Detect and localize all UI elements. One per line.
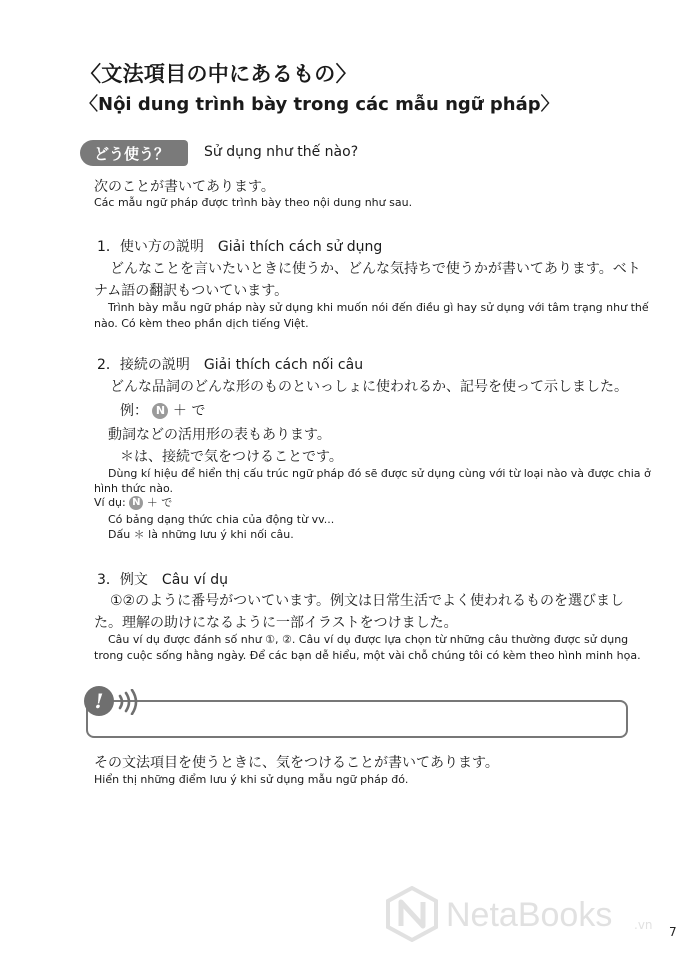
how-to-use-text: Sử dụng như thế nào? xyxy=(204,144,359,160)
page-title-vietnamese: 〈Nội dung trình bày trong các mẫu ngữ pháp〉 xyxy=(80,94,559,115)
how-to-use-badge: どう使う？ xyxy=(80,140,188,166)
section2-jp-line1: どんな品詞のどんな形のものといっしょに使われるか、記号を使って示しました。 xyxy=(110,379,628,395)
watermark-suffix: .vn xyxy=(634,918,653,932)
note-japanese: その文法項目を使うときに、気をつけることが書いてあります。 xyxy=(94,755,499,771)
section2-title-vi: Giải thích cách nối câu xyxy=(203,357,364,373)
section3-title-vi: Câu ví dụ xyxy=(161,572,228,588)
section3-vi-line2: trong cuộc sống hằng ngày. Để các bạn dễ hiểu, một vài chỗ chúng tôi có kèm theo hình minh họa. xyxy=(94,649,641,662)
section2-jp-line2: 動詞などの活用形の表もあります。 xyxy=(108,427,331,443)
intro-vietnamese: Các mẫu ngữ pháp được trình bày theo nội dung như sau. xyxy=(94,196,413,209)
section2-vi-example-rest: ＋ で xyxy=(146,496,173,509)
section1-vi-line2: nào. Có kèm theo phần dịch tiếng Việt. xyxy=(94,317,309,330)
section2-jp-line3: ＊は、接続で気をつけることです。 xyxy=(120,449,343,465)
netabooks-logo-icon xyxy=(386,886,438,942)
section3-number: 3． xyxy=(97,572,120,588)
exclamation-icon: ! xyxy=(84,686,114,716)
sound-waves-icon xyxy=(116,689,140,715)
note-box xyxy=(86,700,628,738)
section1-title-jp: 使い方の説明 xyxy=(119,239,204,255)
watermark-text: NetaBooks xyxy=(446,896,613,934)
section1-number: 1． xyxy=(97,239,120,255)
section2-example xyxy=(120,400,205,422)
section2-vi-line2: hình thức nào. xyxy=(94,482,174,495)
section2-example-label: 例： xyxy=(120,403,148,419)
page-number: 7 xyxy=(669,925,677,939)
section1-title-vi: Giải thích cách sử dụng xyxy=(217,239,383,255)
note-vietnamese: Hiển thị những điểm lưu ý khi sử dụng mẫu ngữ pháp đó. xyxy=(94,773,409,786)
section2-vi-line3: Có bảng dạng thức chia của động từ vv... xyxy=(108,513,335,526)
section2-title-jp: 接続の説明 xyxy=(119,357,190,373)
section1-vi-line1: Trình bày mẫu ngữ pháp này sử dụng khi muốn nói đến điều gì hay sử dụng với tâm trạng như thế xyxy=(108,301,649,314)
section2-heading xyxy=(97,354,363,374)
section1-heading xyxy=(97,236,382,256)
section3-jp-line2: た。理解の助けになるように一部イラストをつけました。 xyxy=(94,615,458,631)
section1-jp-line1: どんなことを言いたいときに使うか、どんな気持ちで使うかが書いてあります。ベト xyxy=(110,261,641,277)
section2-vi-example-label: Ví dụ: xyxy=(94,496,126,509)
watermark-logo xyxy=(386,884,656,944)
page-title-japanese: 〈文法項目の中にあるもの〉 xyxy=(80,62,357,86)
section3-title-jp: 例文 xyxy=(119,572,148,588)
section3-jp-line1: ①②のように番号がついています。例文は日常生活でよく使われるものを選びまし xyxy=(110,593,624,609)
section2-vi-line4: Dấu ＊ là những lưu ý khi nối câu. xyxy=(108,528,294,541)
noun-symbol-icon: N xyxy=(152,403,168,419)
section2-vi-example xyxy=(94,495,172,511)
section3-heading xyxy=(97,569,228,589)
section2-example-rest: ＋ で xyxy=(172,403,206,419)
section2-vi-line1: Dùng kí hiệu để hiển thị cấu trúc ngữ pháp đó sẽ được sử dụng cùng với từ loại nào và được chia ở xyxy=(108,467,651,480)
section3-vi-line1: Câu ví dụ được đánh số như ①, ②. Câu ví dụ được lựa chọn từ những câu thường được sử dụng xyxy=(108,633,629,646)
section2-number: 2． xyxy=(97,357,120,373)
section1-jp-line2: ナム語の翻訳もついています。 xyxy=(94,283,289,299)
noun-symbol-icon: N xyxy=(129,496,143,510)
intro-japanese: 次のことが書いてあります。 xyxy=(94,179,275,195)
